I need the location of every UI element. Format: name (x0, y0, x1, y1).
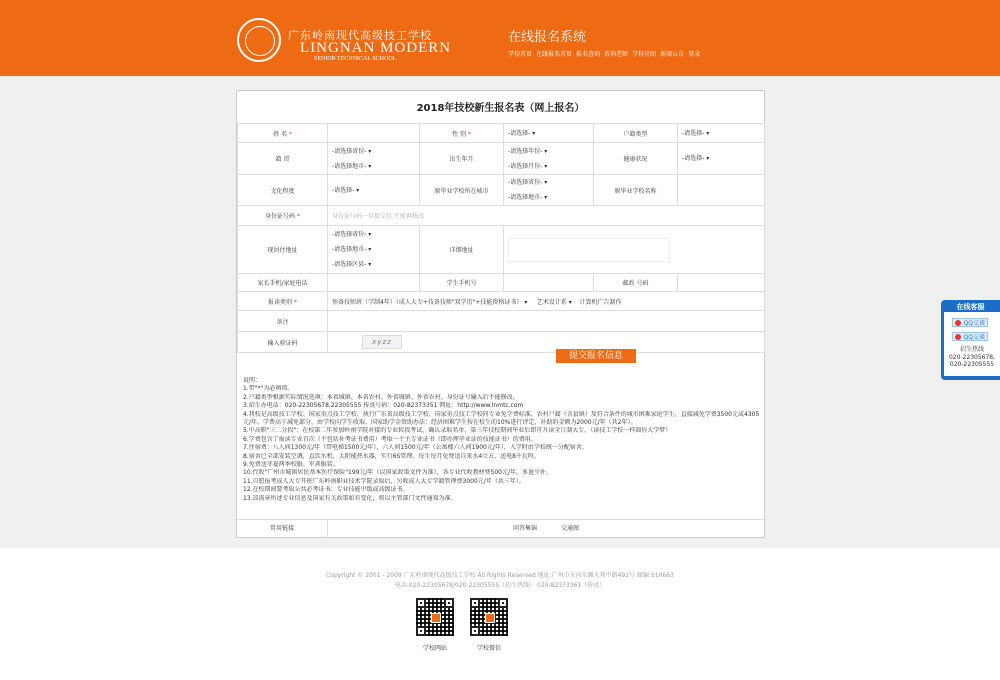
native-province-select[interactable]: -请选择省份- ▾ (332, 147, 372, 155)
submit-button[interactable]: 提交报名信息 (556, 349, 636, 363)
grad-city-label: 原毕业学校所在城市 (434, 187, 489, 195)
qq-chat-button[interactable]: QQ交谈 (952, 332, 988, 341)
qr-caption-website: 学校网站 (422, 645, 447, 652)
gender-label: 性 别 (452, 130, 466, 138)
qr-caption-wechat: 学校微信 (476, 645, 501, 652)
school-name-en: LINGNAN MODERN (300, 40, 452, 56)
student-phone-label: 学生手机号 (446, 280, 477, 287)
school-name-cn: 广东岭南现代高级技工学校 (288, 29, 432, 42)
detail-address-input[interactable] (508, 238, 670, 262)
grad-province-select[interactable]: -请选择省份- ▾ (508, 179, 548, 186)
note-line: 10.代收"广州市城镇居民基本医疗保险"199元/年（以国家政策文件为准），各专业代收教材费500元/年，多退少补。 (243, 469, 553, 477)
nav-news[interactable]: 新闻公告 (660, 51, 685, 58)
native-place-label: 籍 贯 (275, 156, 290, 163)
main-nav (508, 49, 700, 58)
note-line: 11.自愿报考成人大专开班广东岭南职业技术学院录取后，另收成人大专学籍管理费3000元/年（共三年）。 (243, 477, 525, 485)
online-service-panel (941, 300, 1000, 380)
name-input[interactable] (328, 124, 420, 143)
education-select[interactable]: -请选择- ▾ (332, 186, 360, 194)
note-line: 12.在校期间要考取公共必考证书：专业技能中级或高级证书。 (243, 486, 409, 494)
common-links-label: 常用链接 (237, 520, 328, 538)
instructions (243, 377, 761, 503)
site-header (0, 0, 1000, 76)
native-city-select[interactable]: -请选择地市- ▾ (332, 162, 372, 170)
contact-text: 电话:020-22305678/020-22305555（招生热线） 020-82373361（传真） (394, 582, 606, 589)
system-title: 在线报名系统 (508, 30, 587, 45)
student-phone-input[interactable] (504, 274, 594, 292)
program-label: 报读类别 (268, 298, 293, 306)
note-line: 9.免费送冬夏两季校服、军训服装。 (243, 461, 339, 469)
health-label: 健康状况 (623, 156, 648, 163)
nav-signup-home[interactable]: 在线报名首页 (536, 51, 573, 58)
name-label: 姓 名 (273, 130, 287, 138)
faq-link[interactable]: 问答集锦 (513, 525, 538, 532)
nav-school-home[interactable]: 学校首页 (508, 51, 533, 58)
note-line: 8.宿舍已全部安装空调，直饮水机，太阳能热水器，实行6S管理。每生每月免费送自来水4立方，送电8千瓦时。 (243, 452, 540, 460)
parent-phone-label: 家长手机/家庭电话 (257, 280, 308, 287)
captcha-label: 输入验证码 (267, 339, 298, 347)
note-line: 5.中高职"三二分段"：在校第二年参加岭南学院对接的专业转段考试，确认录取名单，第三年技校期间毕业后即可升读全日制大专。（读技工学校一样圆你大学梦） (243, 427, 672, 435)
birth-month-select[interactable]: -请选择月份- ▾ (508, 162, 548, 170)
note-line: 3.招生办电话：020-22305678,22305555 传真号码：020-82373351 网址：http://www.lnmtc.com (243, 402, 524, 410)
form-table: 姓 名 * 性 别 * -请选择- ▾ 户籍类型 -请选择- ▾ 籍 贯 -请选择省份- ▾ -请选择地市- ▾ 出生年月 -请选择年份- ▾ -请选择月份- ▾ 健康状况 -请选择- ▾ 文化程度 -请选择- ▾ 原毕业学校所在城市 -请选择省份- ▾ -请选择地市- ▾ 原毕业学校名称 身份证号码 * 身份证号码一旦提交后,不能再修改 现居住地址 -请选择省份- ▾ -请选择地市- ▾ -请选择区县- ▾ 详细地址 家长手机/家庭电话 学生手机号 邮政 号码 报读类别 * 预备技师班（学制4年）（成人大专+技备技师"双学历"+技能资格证书） ▾ 艺术设计系 ▾ 计算机广告制作 备注 输入验证码 xyzz (237, 123, 765, 353)
education-label: 文化程度 (270, 187, 295, 195)
id-no-input[interactable]: 身份证号码一旦提交后,不能再修改 (332, 213, 424, 220)
hukou-type-select[interactable]: -请选择- ▾ (682, 129, 710, 137)
birth-year-select[interactable]: -请选择年份- ▾ (508, 147, 548, 155)
nav-signup-query[interactable]: 报名查询 (576, 51, 601, 58)
hotline-label: 招生热线 (959, 346, 984, 353)
hukou-type-label: 户籍类型 (623, 130, 648, 138)
copyright-text: Copyright © 2001 - 2009 广东岭南现代高级技工学校 All Rights Reserved 地址:广州市天河东圃大观中路492号 邮编:510663 (326, 572, 674, 579)
health-select[interactable]: -请选择- ▾ (682, 155, 710, 162)
captcha-input[interactable] (332, 336, 362, 348)
grad-school-label: 原毕业学校名称 (614, 187, 657, 195)
note-line: 7.住宿费：八人间1300元/年（带电梯1500元/年），六人间1500元/年（公寓楼六人间1900元/年），入学时由学校统一分配宿舍。 (243, 444, 588, 452)
captcha-image[interactable]: xyzz (362, 335, 402, 349)
qr-code-icon (470, 598, 508, 636)
signup-form (236, 90, 765, 538)
major-select[interactable]: 计算机广告制作 (579, 298, 622, 306)
nav-consult-teacher[interactable]: 咨询老师 (604, 51, 629, 58)
address-city-select[interactable]: -请选择地市- ▾ (332, 246, 372, 253)
common-links-row (237, 519, 764, 538)
program-select[interactable]: 预备技师班（学制4年）（成人大专+技备技师"双学历"+技能资格证书） (332, 298, 523, 306)
note-line: 2.户籍类型根据实际情况选填：本省城镇、本省农村、外省城镇、外省农村。身份证号输入后不能修改。 (243, 393, 519, 401)
birth-label: 出生年月 (449, 156, 474, 163)
address-label: 现居住地址 (267, 247, 298, 254)
address-district-select[interactable]: -请选择区县- ▾ (332, 261, 372, 268)
detail-address-label: 详细地址 (449, 247, 474, 254)
school-logo-icon[interactable] (237, 18, 281, 62)
department-select[interactable]: 艺术设计系 (536, 298, 567, 306)
nav-clubs[interactable]: 学校社团 (632, 51, 657, 58)
hotline-phone: 020-22305555 (949, 361, 995, 368)
note-line: 说明： (243, 377, 262, 384)
hotline-info (944, 346, 1000, 369)
online-service-title: 在线客服 (956, 303, 985, 311)
nav-login[interactable]: 登录 (688, 51, 701, 58)
remark-label: 备注 (276, 318, 289, 326)
form-title: 2018年技校新生报名表（网上报名） (416, 103, 585, 114)
parent-phone-input[interactable] (328, 274, 420, 292)
qr-code-icon (416, 598, 454, 636)
traffic-map-link[interactable]: 交通图 (561, 525, 580, 532)
school-name-sub: SENIOR TECHNICAL SCHOOL (314, 56, 397, 62)
remark-input[interactable] (328, 311, 765, 332)
address-province-select[interactable]: -请选择省份- ▾ (332, 231, 372, 238)
hotline-phone: 020-22305678, (948, 353, 996, 361)
note-line: 4.我校是高级技工学校、国家重点技工学校、执行广东省高级技工学校、国家重点技工学校同专业免学费标准，农村户籍（含县镇）及符合条件的城市困难家庭学生，直接减免学费3500元或4305元/年。学费高于减免部分，由学校向学生收取。国家助学金资助办法：经济困难学生按在校生的10%进行评定，补助的金额为2000元/年（共2年）。 (243, 410, 760, 427)
grad-school-input[interactable] (678, 175, 765, 206)
id-no-label: 身份证号码 (265, 213, 296, 220)
grad-city-select[interactable]: -请选择地市- ▾ (508, 194, 548, 201)
note-line: 1.带"*"为必填项。 (243, 385, 294, 393)
gender-select[interactable]: -请选择- ▾ (508, 129, 536, 137)
postcode-input[interactable] (678, 274, 765, 292)
site-footer (0, 548, 1000, 680)
note-line: 13.凉需章所述专业信息及国家有关政策如有变化，将以主管部门文件通知为准。 (243, 494, 457, 502)
postcode-label: 邮政 号码 (622, 280, 649, 287)
note-line: 6.学费包含了报读专业首次（不包括补考证书费用）考取一个主专业证书（即办理毕业证的技能证书）的费用。 (243, 435, 537, 443)
qq-chat-button[interactable]: QQ交谈 (952, 318, 988, 327)
